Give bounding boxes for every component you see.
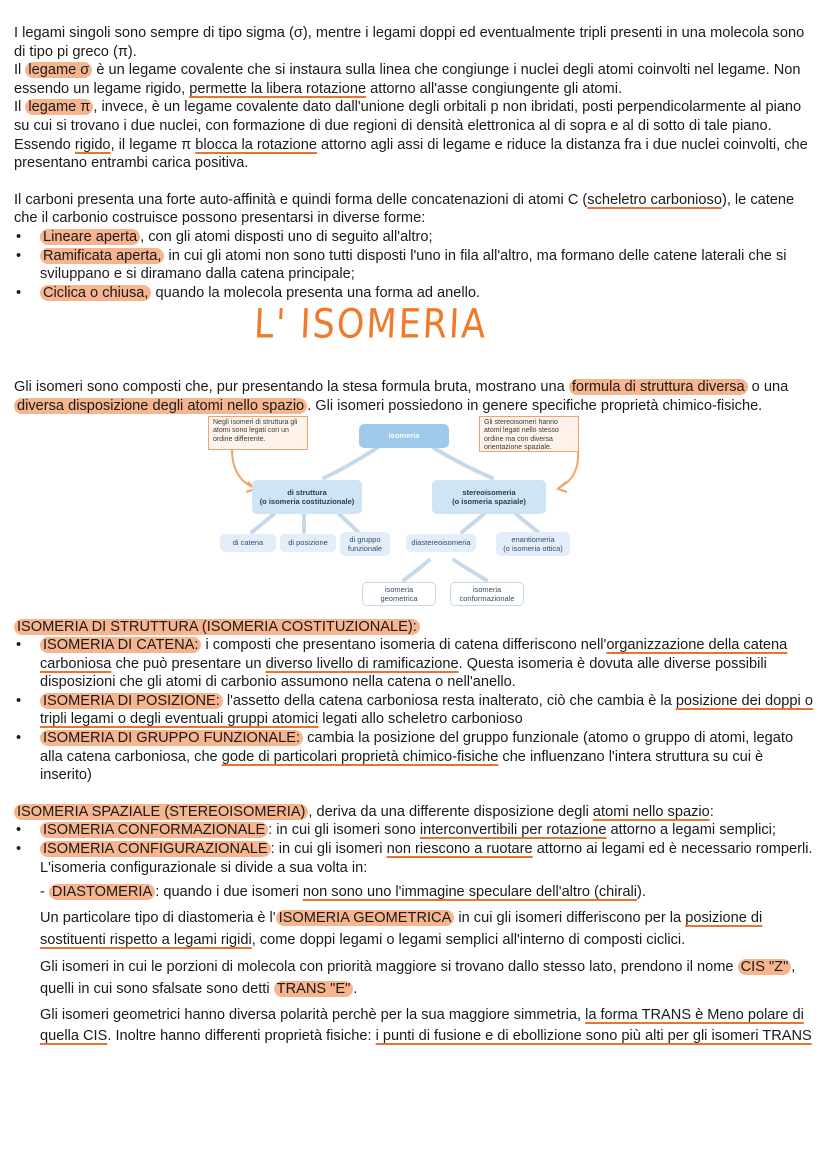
highlight-legame-sigma: legame σ — [25, 62, 92, 78]
highlight-diastomeria: DIASTOMERIA — [49, 884, 155, 900]
node-isomeria-conformazionale: isomeria conformazionale — [450, 582, 524, 606]
spatial-list — [14, 821, 814, 858]
isomer-intro-paragraph — [14, 378, 814, 415]
highlight-chain-form: Lineare aperta — [40, 229, 140, 245]
highlight-chain-form: Ramificata aperta, — [40, 248, 164, 264]
node-di-catena: di catena — [220, 534, 276, 552]
underline-sostituenti: posizione di sostituenti rispetto a legami rigidi — [40, 909, 763, 948]
text: . Questa isomeria è dovuta alle diverse possibili disposizioni che gli atomi di carbonio assumono nella catena o nell'anello. — [40, 655, 767, 691]
connector-line — [339, 514, 358, 532]
text: Gli isomeri sono composti che, pur presentando la stesa formula bruta, mostrano una — [14, 379, 569, 396]
text: attorno agli assi di legame e riduce la distanza fra i due nuclei coinvolti, che presentano entrambi carica positiva. — [14, 136, 808, 172]
geometrica-paragraph — [14, 907, 814, 951]
underline-interconvertibili: interconvertibili per rotazione — [419, 822, 607, 839]
note-stereo: Gli stereoisomeri hanno atomi legati nello stesso ordine ma con diversa orientazione spaziale. — [479, 416, 579, 452]
intro-paragraph-3 — [14, 98, 814, 172]
connector-line — [252, 514, 274, 532]
highlight-disposizione-spazio: diversa disposizione degli atomi nello spazio — [14, 398, 307, 414]
text: l'assetto della catena carboniosa resta inalterato, ciò che cambia è la — [222, 692, 676, 709]
underline-organizzazione: organizzazione della catena carboniosa — [40, 637, 788, 672]
underline-blocca-rotazione: blocca la rotazione — [195, 136, 317, 153]
underline-proprieta: gode di particolari proprietà chimico-fisiche — [221, 748, 499, 765]
note-structure: Negli isomeri di struttura gli atomi sono legati con un ordine differente. — [208, 416, 308, 450]
intro-paragraph-1: I legami singoli sono sempre di tipo sigma (σ), mentre i legami doppi ed eventualmente tripli presenti in una molecola sono di tipo pi greco (π). — [14, 25, 805, 60]
underline-meno-polare: la forma TRANS è Meno polare di quella CIS — [40, 1006, 804, 1044]
node-isomeria-geometrica: isomeria geometrica — [362, 582, 436, 606]
list-item — [14, 636, 814, 692]
node-stereoisomeria: stereoisomeria (o isomeria spaziale) — [432, 480, 546, 514]
text: i composti che presentano isomeria di catena differiscono nell' — [201, 637, 607, 654]
highlight-configurazionale: ISOMERIA CONFIGURAZIONALE — [40, 841, 271, 857]
text: : — [709, 803, 714, 820]
highlight-formula-struttura: formula di struttura diversa — [569, 379, 748, 395]
structure-heading — [14, 618, 814, 637]
document-page — [14, 24, 814, 1047]
highlight-isomeria-catena: ISOMERIA DI CATENA: — [40, 637, 201, 653]
text: . Gli isomeri possiedono in genere specifiche proprietà chimico-fisiche. — [307, 397, 763, 414]
text: legati allo scheletro carbonioso — [318, 711, 523, 728]
page-title: L' ISOMERIA — [252, 302, 489, 349]
text: Il carboni presenta una forte auto-affinità e quindi forma delle concatenazioni di atomi C ( — [14, 191, 588, 208]
highlight-cis: CIS "Z" — [738, 959, 792, 975]
diastomeria-line — [14, 883, 814, 902]
text: : in cui gli isomeri — [270, 841, 387, 858]
node-di-posizione: di posizione — [280, 534, 336, 552]
highlight-conformazionale: ISOMERIA CONFORMAZIONALE — [40, 822, 268, 838]
node-diastereoisomeria: diastereoisomeria — [406, 534, 476, 552]
text: Il — [14, 62, 26, 79]
highlight-geometrica: ISOMERIA GEOMETRICA — [276, 910, 455, 926]
text: , con gli atomi disposti uno di seguito all'altro; — [140, 228, 433, 245]
note-arrow — [232, 450, 254, 488]
node-enantiomeria: enantiomeria (o isomeria ottica) — [496, 532, 570, 556]
text: , come doppi legami o legami semplici all'interno di composti ciclici. — [251, 931, 686, 948]
text: . — [353, 980, 358, 997]
structure-section — [14, 618, 814, 785]
underline-punti-fusione: i punti di fusione e di ebollizione sono più alti per gli isomeri TRANS — [375, 1027, 812, 1044]
text: , deriva da una differente disposizione degli — [308, 803, 593, 820]
text: attorno ai legami ed è necessario romperli. — [532, 841, 813, 858]
text: quando la molecola presenta una forma ad anello. — [151, 284, 481, 301]
highlight-isomeria-funzionale: ISOMERIA DI GRUPPO FUNZIONALE: — [40, 730, 303, 746]
list-item — [14, 729, 814, 785]
list-item — [14, 821, 814, 840]
text: . Inoltre hanno differenti proprietà fisiche: — [107, 1027, 376, 1044]
text: in cui gli isomeri differiscono per la — [454, 909, 686, 926]
text: Gli isomeri geometrici hanno diversa polarità perchè per la sua maggiore simmetria, — [40, 1006, 586, 1023]
text: attorno all'asse congiungente gli atomi. — [366, 80, 622, 97]
chain-forms-list — [14, 228, 814, 302]
highlight-spatial-heading: ISOMERIA SPAZIALE (STEREOISOMERIA) — [14, 804, 308, 820]
text: , invece, è un legame covalente dato dall'unione degli orbitali p non ibridati, posti perpendicolarmente al piano su cui si trovano i due nuclei, con formazione di due regioni di densità elettronica al di sopra e al di sotto di tale piano. Essendo — [14, 99, 802, 153]
note-arrow-head — [558, 482, 567, 492]
carbon-paragraph — [14, 191, 814, 228]
list-item — [14, 247, 814, 284]
list-item — [14, 692, 814, 729]
underline-libera-rotazione: permette la libera rotazione — [189, 80, 367, 97]
text: Un particolare tipo di diastomeria è l' — [40, 909, 276, 926]
note-arrow — [558, 450, 578, 488]
highlight-legame-pi: legame π — [25, 99, 93, 115]
connector-line — [454, 560, 486, 580]
text: cambia la posizione del gruppo funzionale (atomo o gruppo di atomi, legato alla catena carboniosa, che — [40, 730, 794, 765]
text: attorno a legami semplici; — [606, 822, 776, 839]
highlight-trans: TRANS "E" — [274, 981, 354, 997]
text: , il legame π — [110, 136, 196, 153]
list-item — [14, 228, 814, 247]
text: ). — [637, 883, 646, 900]
text: , quelli in cui sono sfalsate sono detti — [40, 958, 796, 997]
underline-atomi-spazio: atomi nello spazio — [592, 803, 710, 820]
underline-ramificazione: diverso livello di ramificazione — [265, 655, 459, 672]
underline-rigido: rigido — [74, 136, 111, 153]
underline-scheletro-carbonioso: scheletro carbonioso — [587, 191, 722, 208]
text: è un legame covalente che si instaura sulla linea che congiunge i nuclei degli atomi coinvolti nel legame. Non essendo un legame rigido, — [14, 62, 801, 97]
connector-line — [516, 514, 538, 532]
text: Gli isomeri in cui le porzioni di molecola con priorità maggiore si trovano dallo stesso lato, prendono il nome — [40, 958, 738, 975]
text: : quando i due isomeri — [155, 883, 303, 900]
spatial-heading — [14, 803, 814, 822]
underline-speculare: non sono uno l'immagine speculare dell'altro (chirali — [302, 883, 637, 900]
text: o una — [747, 379, 789, 396]
list-item — [14, 284, 814, 303]
text: - — [40, 883, 49, 900]
title-area — [14, 302, 814, 378]
connector-line — [404, 560, 429, 580]
config-subtitle: L'isomeria configurazionale si divide a sua volta in: — [40, 859, 368, 876]
cis-trans-paragraph — [14, 956, 814, 1000]
node-di-gruppo-funzionale: di gruppo funzionale — [340, 532, 390, 556]
text: Il — [14, 99, 26, 116]
connector-line — [462, 514, 484, 532]
text: : in cui gli isomeri sono — [268, 822, 420, 839]
list-item — [14, 840, 814, 859]
highlight-isomeria-posizione: ISOMERIA DI POSIZIONE: — [40, 693, 223, 709]
node-di-struttura: di struttura (o isomeria costituzionale) — [252, 480, 362, 514]
text: ), le catene che il carbonio costruisce possono presentarsi in diverse forme: — [14, 191, 795, 227]
highlight-chain-form: Ciclica o chiusa, — [40, 285, 151, 301]
structure-list — [14, 636, 814, 785]
node-isomeria: isomeria — [359, 424, 449, 448]
intro-paragraph-2 — [14, 61, 814, 98]
polarity-paragraph — [14, 1005, 814, 1047]
isomeria-diagram — [14, 416, 814, 614]
underline-non-ruotare: non riescono a ruotare — [386, 841, 533, 858]
text: in cui gli atomi non sono tutti disposti l'uno in fila all'altro, ma formano delle catene laterali che si sviluppano e si diramano dalla catena principale; — [40, 247, 787, 283]
underline-posizione: posizione dei doppi o tripli legami o degli eventuali gruppi atomici — [40, 692, 813, 728]
connector-line — [324, 448, 377, 478]
text: che può presentare un — [111, 655, 266, 672]
text: che influenzano l'intera struttura su cui è inserito) — [40, 748, 764, 784]
highlight-structure-heading: ISOMERIA DI STRUTTURA (ISOMERIA COSTITUZIONALE): — [14, 619, 420, 635]
spatial-section — [14, 803, 814, 1047]
